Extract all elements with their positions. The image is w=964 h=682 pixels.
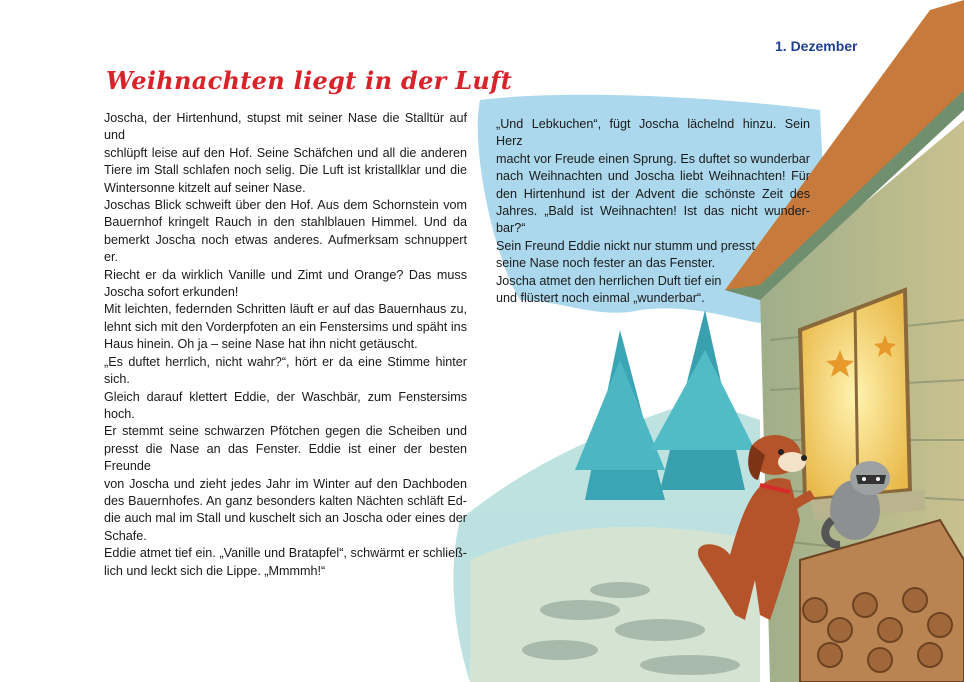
story-text-right-column [496,116,810,307]
text-line: Er stemmt seine schwarzen Pfötchen gegen die Scheiben und [104,424,467,439]
text-line: die auch mal im Stall und kuschelt sich an Joscha oder eines der [104,511,467,526]
text-line: bemerkt Joscha noch etwas anderes. Aufmerksam schnuppert er. [104,232,467,265]
text-line: lich und leckt sich die Lippe. „Mmmmh!“ [104,563,326,578]
fir-trees [575,310,755,500]
text-line: Wintersonne kitzelt auf seiner Nase. [104,180,306,195]
text-line: Jahres. „Bald ist Weihnachten! Ist das nicht wunder- [496,204,810,219]
text-line: Mit leichten, federnden Schritten läuft er auf das Bauernhaus zu, [104,302,467,317]
text-line: Riecht er da wirklich Vanille und Zimt und Orange? Das muss [104,267,467,282]
text-line: Joschas Blick schweift über den Hof. Aus dem Schornstein vom [104,198,467,213]
text-line: des Bauernhofes. An ganz besonders kalten Nächten schläft Ed- [104,493,467,508]
text-line: Joscha atmet den herrlichen Duft tief ein [496,273,722,288]
text-line: Eddie atmet tief ein. „Vanille und Bratapfel“, schwärmt er schließ- [104,546,467,561]
date-heading: 1. Dezember [775,38,858,54]
text-line: nach Weihnachten und Joscha liebt Weihnachten! Für [496,169,810,184]
text-line: von Joscha und zieht jedes Jahr im Winter auf den Dachboden [104,476,467,491]
text-line: Haus hinein. Oh ja – seine Nase hat ihn nicht getäuscht. [104,337,418,352]
text-line: Schafe. [104,528,147,543]
story-text-left-column [104,110,467,580]
text-line: Joscha sofort erkunden! [104,285,239,300]
text-line: Joscha, der Hirtenhund, stupst mit seiner Nase die Stalltür auf und [104,111,467,143]
text-line: Bauernhof kringelt Rauch in den stahlblauen Himmel. Und da [104,215,467,230]
text-line: bar?“ [496,221,526,236]
text-line: lehnt sich mit den Vorderpfoten an ein Fenstersims und späht ins [104,319,467,334]
story-title: Weihnachten liegt in der Luft [106,66,513,95]
text-line: Gleich darauf klettert Eddie, der Waschbär, zum Fenstersims hoch. [104,389,467,421]
text-line: „Und Lebkuchen“, fügt Joscha lächelnd hinzu. Sein Herz [496,117,810,149]
text-line: Sein Freund Eddie nickt nur stumm und presst [496,238,755,253]
text-line: schlüpft leise auf den Hof. Seine Schäfchen und all die anderen [104,145,467,160]
text-line: und flüstert noch einmal „wunderbar“. [496,291,705,306]
text-line: „Es duftet herrlich, nicht wahr?“, hört er da eine Stimme hinter sich. [104,354,467,387]
text-line: macht vor Freude einen Sprung. Es duftet so wunderbar [496,151,810,166]
text-line: presst die Nase an das Fenster. Eddie ist einer der besten Freunde [104,441,467,474]
text-line: Tiere im Stall schlafen noch selig. Die Luft ist kristallklar und die [104,163,467,178]
text-line: den Hirtenhund ist der Advent die schönste Zeit des [496,186,810,201]
text-line: seine Nase noch fester an das Fenster. [496,256,716,271]
